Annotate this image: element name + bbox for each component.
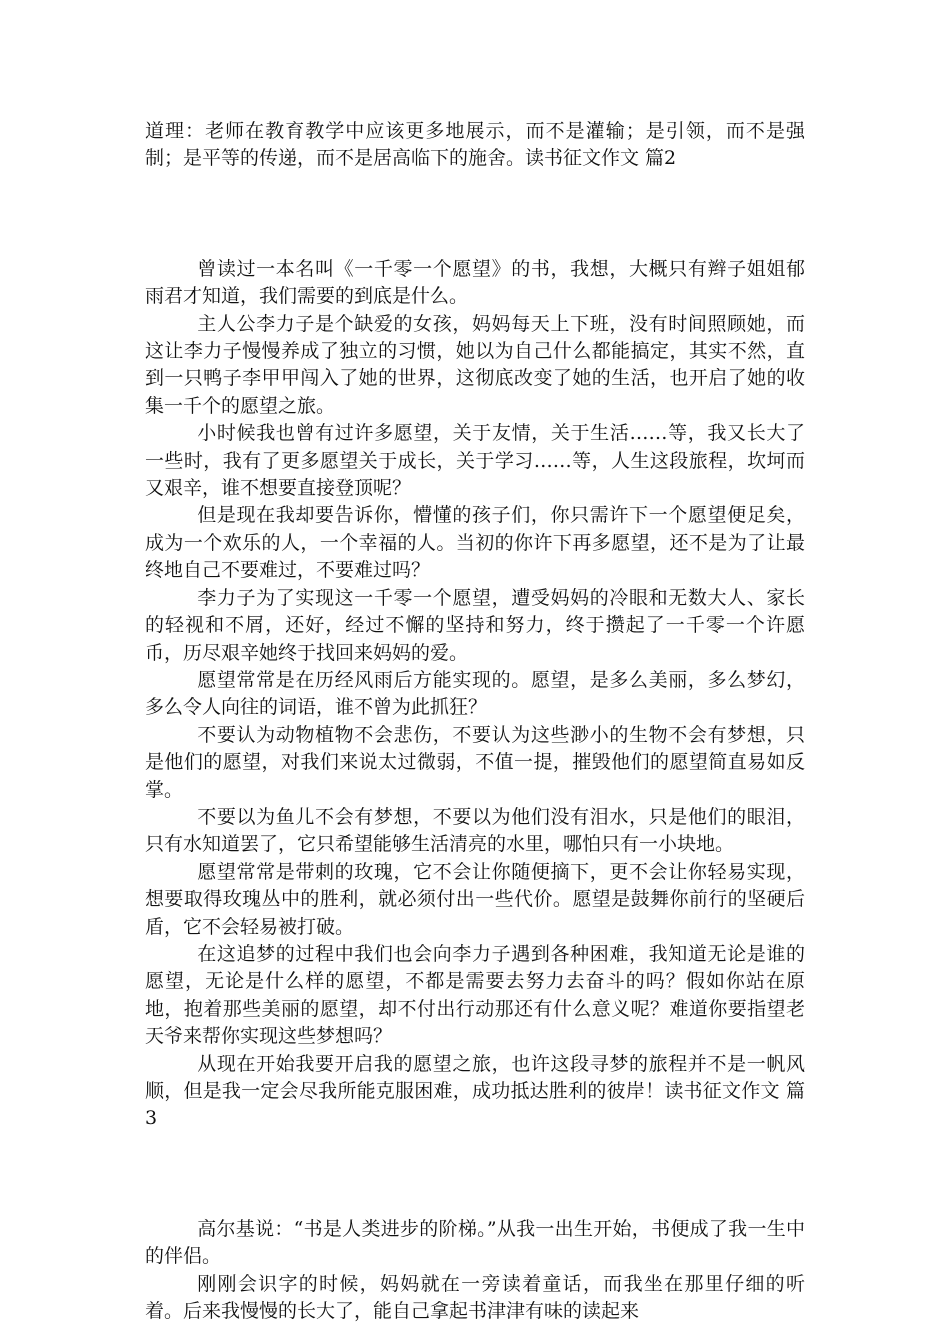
paragraph: 从现在开始我要开启我的愿望之旅，也许这段寻梦的旅程并不是一帆风顺，但是我一定会尽我所能克服困难，成功抵达胜利的彼岸！读书征文作文 篇3 (145, 1052, 805, 1130)
paragraph: 小时候我也曾有过许多愿望，关于友情，关于生活……等，我又长大了一些时，我有了更多愿望关于成长，关于学习……等，人生这段旅程，坎坷而又艰辛，谁不想要直接登顶呢？ (145, 422, 805, 500)
paragraph: 李力子为了实现这一千零一个愿望，遭受妈妈的冷眼和无数大人、家长的轻视和不屑，还好，经过不懈的坚持和努力，终于攒起了一千零一个许愿币，历尽艰辛她终于找回来妈妈的爱。 (145, 586, 805, 664)
paragraph: 愿望常常是带刺的玫瑰，它不会让你随便摘下，更不会让你轻易实现，想要取得玫瑰丛中的胜利，就必须付出一些代价。愿望是鼓舞你前行的坚硬后盾，它不会轻易被打破。 (145, 860, 805, 938)
section-gap (145, 1133, 805, 1216)
paragraph-intro: 道理：老师在教育教学中应该更多地展示，而不是灌输；是引领，而不是强制；是平等的传递，而不是居高临下的施舍。读书征文作文 篇2 (145, 120, 805, 170)
paragraph: 但是现在我却要告诉你，懵懂的孩子们，你只需许下一个愿望便足矣，成为一个欢乐的人，一个幸福的人。当初的你许下再多愿望，还不是为了让最终地自己不要难过，不要难过吗？ (145, 504, 805, 582)
paragraph: 刚刚会识字的时候，妈妈就在一旁读着童话，而我坐在那里仔细的听着。后来我慢慢的长大了，能自己拿起书津津有味的读起来 (145, 1272, 805, 1323)
paragraph: 主人公李力子是个缺爱的女孩，妈妈每天上下班，没有时间照顾她，而这让李力子慢慢养成了独立的习惯，她以为自己什么都能搞定，其实不然，直到一只鸭子李甲甲闯入了她的世界，这彻底改变了她的生活，也开启了她的收集一千个的愿望之旅。 (145, 312, 805, 417)
paragraph: 不要以为鱼儿不会有梦想，不要以为他们没有泪水，只是他们的眼泪，只有水知道罢了，它只希望能够生活清亮的水里，哪怕只有一小块地。 (145, 805, 805, 856)
paragraph: 愿望常常是在历经风雨后方能实现的。愿望，是多么美丽，多么梦幻，多么令人向往的词语，谁不曾为此抓狂？ (145, 668, 805, 719)
paragraph: 高尔基说：“书是人类进步的阶梯。”从我一出生开始，书便成了我一生中的伴侣。 (145, 1217, 805, 1268)
paragraph: 曾读过一本名叫《一千零一个愿望》的书，我想，大概只有辫子姐姐郁雨君才知道，我们需要的到底是什么。 (145, 257, 805, 308)
paragraph: 在这追梦的过程中我们也会向李力子遇到各种困难，我知道无论是谁的愿望，无论是什么样的愿望，不都是需要去努力去奋斗的吗？假如你站在原地，抱着那些美丽的愿望，却不付出行动那还有什么意义呢？难道你要指望老天爷来帮你实现这些梦想吗？ (145, 942, 805, 1048)
document-body (145, 118, 805, 1325)
paragraph: 不要认为动物植物不会悲伤，不要认为这些渺小的生物不会有梦想，只是他们的愿望，对我们来说太过微弱，不值一提，摧毁他们的愿望简直易如反掌。 (145, 723, 805, 801)
section-gap (145, 173, 805, 256)
